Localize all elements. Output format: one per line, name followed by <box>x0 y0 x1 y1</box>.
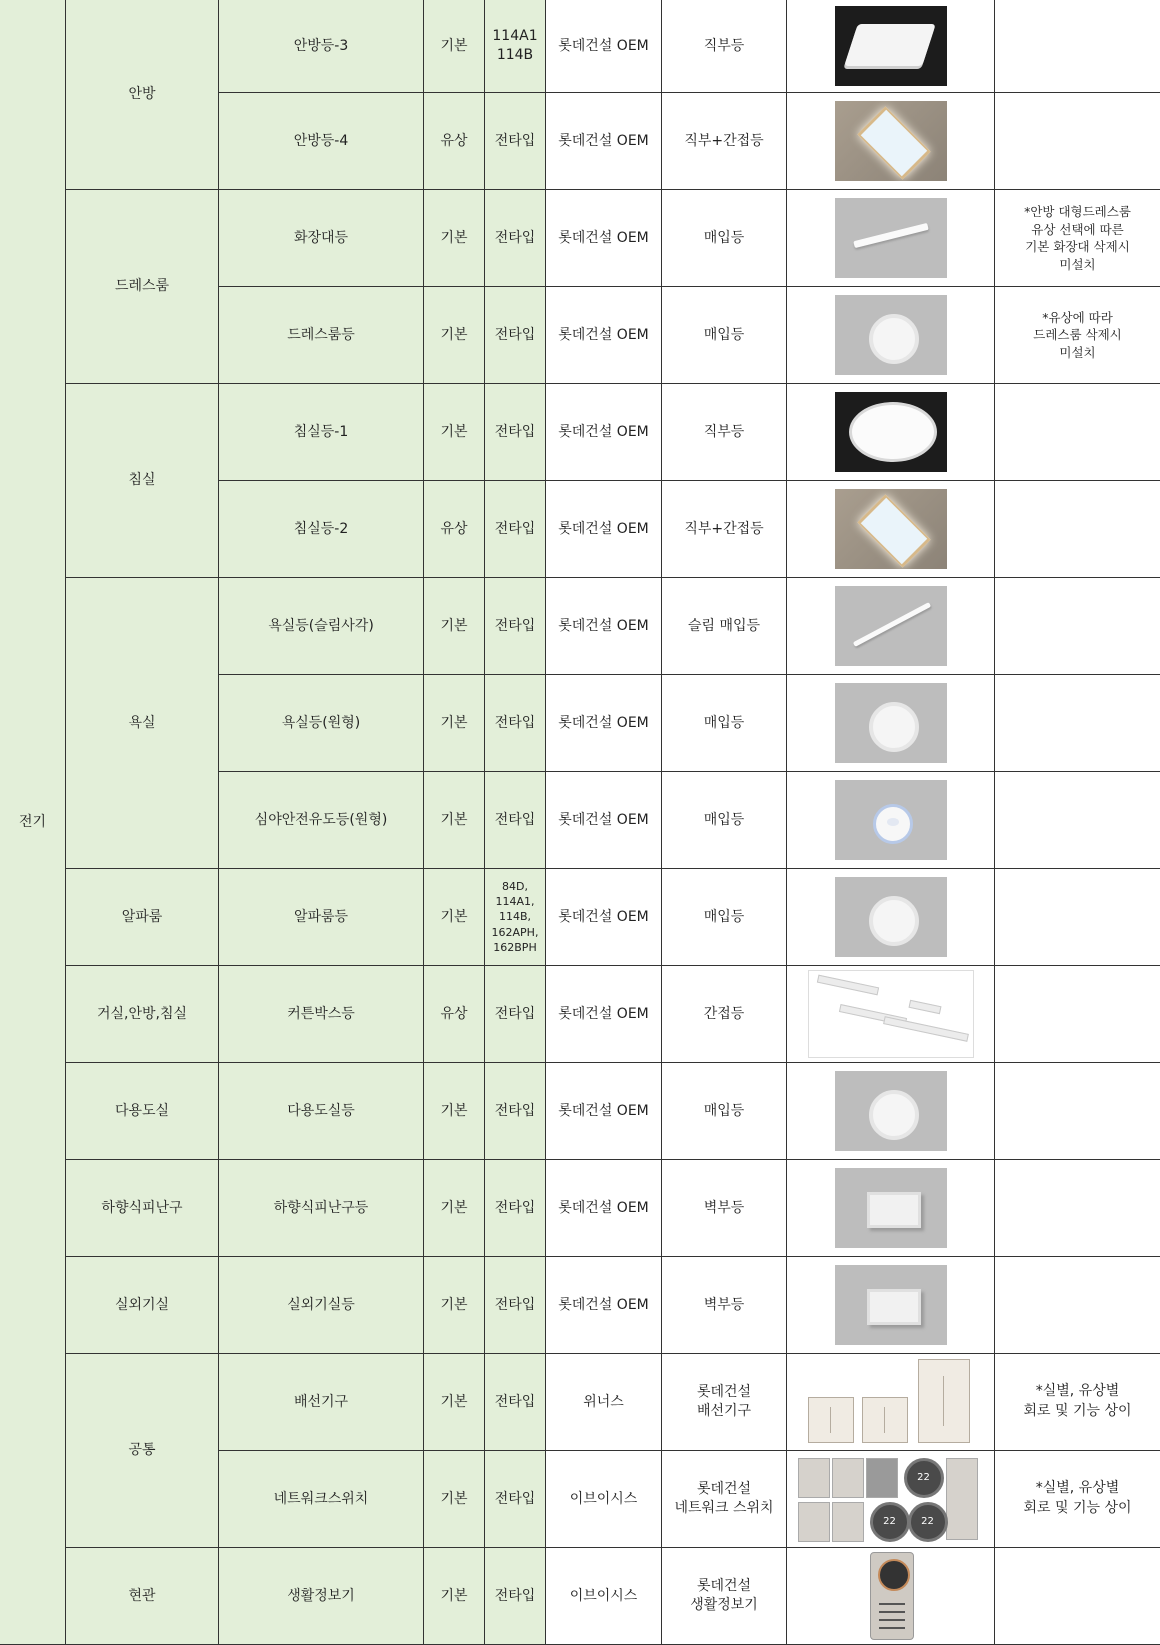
note-cell <box>995 966 1160 1063</box>
space-cell: 거실,안방,침실 <box>66 966 219 1063</box>
item-cell: 욕실등(슬림사각) <box>219 578 424 675</box>
spec-cell: 롯데건설 생활정보기 <box>662 1548 787 1645</box>
maker-cell: 롯데건설 OEM <box>546 0 662 93</box>
image-cell <box>787 190 995 287</box>
image-cell <box>787 966 995 1063</box>
wiring-switches-image <box>806 1357 976 1447</box>
space-cell: 드레스룸 <box>66 190 219 384</box>
type-cell: 전타입 <box>485 966 546 1063</box>
type-cell: 전타입 <box>485 287 546 384</box>
image-cell <box>787 772 995 869</box>
maker-cell: 롯데건설 OEM <box>546 1257 662 1354</box>
image-cell <box>787 384 995 481</box>
note-cell <box>995 93 1160 190</box>
supply-cell: 기본 <box>424 287 485 384</box>
note-cell: *실별, 유상별 회로 및 기능 상이 <box>995 1451 1160 1548</box>
maker-cell: 롯데건설 OEM <box>546 481 662 578</box>
maker-cell: 롯데건설 OEM <box>546 966 662 1063</box>
item-cell: 알파룸등 <box>219 869 424 966</box>
supply-cell: 기본 <box>424 1063 485 1160</box>
item-cell: 배선기구 <box>219 1354 424 1451</box>
guide-light-image <box>835 780 947 860</box>
type-cell: 전타입 <box>485 1257 546 1354</box>
item-cell: 안방등-3 <box>219 0 424 93</box>
spec-cell: 벽부등 <box>662 1160 787 1257</box>
table-row <box>0 190 1160 287</box>
maker-cell: 롯데건설 OEM <box>546 869 662 966</box>
note-cell: *실별, 유상별 회로 및 기능 상이 <box>995 1354 1160 1451</box>
spec-cell: 직부+간접등 <box>662 93 787 190</box>
type-cell: 전타입 <box>485 190 546 287</box>
image-cell <box>787 578 995 675</box>
maker-cell: 롯데건설 OEM <box>546 578 662 675</box>
type-cell: 전타입 <box>485 1354 546 1451</box>
round-downlight-image <box>835 295 947 375</box>
image-cell <box>787 1063 995 1160</box>
note-cell <box>995 1063 1160 1160</box>
image-cell <box>787 869 995 966</box>
note-cell <box>995 1548 1160 1645</box>
space-cell: 알파룸 <box>66 869 219 966</box>
table-row <box>0 578 1160 675</box>
round-downlight-image <box>835 1071 947 1151</box>
space-cell: 침실 <box>66 384 219 578</box>
network-switches-image <box>796 1456 986 1542</box>
spec-cell: 직부등 <box>662 0 787 93</box>
round-downlight-image <box>835 877 947 957</box>
spec-cell: 매입등 <box>662 772 787 869</box>
image-cell <box>787 675 995 772</box>
type-cell: 전타입 <box>485 578 546 675</box>
space-cell: 욕실 <box>66 578 219 869</box>
supply-cell: 유상 <box>424 966 485 1063</box>
item-cell: 실외기실등 <box>219 1257 424 1354</box>
table-row <box>0 1160 1160 1257</box>
spec-cell: 간접등 <box>662 966 787 1063</box>
curtain-box-light-image <box>808 970 974 1058</box>
spec-cell: 매입등 <box>662 287 787 384</box>
note-cell: *안방 대형드레스룸 유상 선택에 따른 기본 화장대 삭제시 미설치 <box>995 190 1160 287</box>
table-row <box>0 869 1160 966</box>
supply-cell: 기본 <box>424 1451 485 1548</box>
maker-cell: 롯데건설 OEM <box>546 1160 662 1257</box>
maker-cell: 롯데건설 OEM <box>546 190 662 287</box>
item-cell: 다용도실등 <box>219 1063 424 1160</box>
square-ceiling-light-image <box>835 489 947 569</box>
spec-cell: 매입등 <box>662 190 787 287</box>
supply-cell: 기본 <box>424 1354 485 1451</box>
table-row <box>0 1548 1160 1645</box>
type-cell: 전타입 <box>485 481 546 578</box>
life-info-panel-image <box>858 1550 924 1642</box>
table-row <box>0 0 1160 93</box>
image-cell <box>787 1160 995 1257</box>
rect-ceiling-light-image <box>835 6 947 86</box>
type-cell: 전타입 <box>485 1451 546 1548</box>
image-cell <box>787 481 995 578</box>
item-cell: 네트워크스위치 <box>219 1451 424 1548</box>
maker-cell: 롯데건설 OEM <box>546 1063 662 1160</box>
spec-cell: 매입등 <box>662 675 787 772</box>
maker-cell: 이브이시스 <box>546 1548 662 1645</box>
table-row <box>0 384 1160 481</box>
type-cell: 84D, 114A1, 114B, 162APH, 162BPH <box>485 869 546 966</box>
supply-cell: 기본 <box>424 1160 485 1257</box>
spec-cell: 롯데건설 배선기구 <box>662 1354 787 1451</box>
thermostat-display: 22 <box>908 1502 948 1542</box>
table-row <box>0 1354 1160 1451</box>
note-cell <box>995 1160 1160 1257</box>
space-cell: 현관 <box>66 1548 219 1645</box>
space-cell: 하향식피난구 <box>66 1160 219 1257</box>
type-cell: 전타입 <box>485 1160 546 1257</box>
note-cell <box>995 384 1160 481</box>
linear-light-image <box>835 198 947 278</box>
spec-cell: 매입등 <box>662 869 787 966</box>
supply-cell: 유상 <box>424 481 485 578</box>
table-row <box>0 1063 1160 1160</box>
category-cell: 전기 <box>0 0 66 1645</box>
maker-cell: 이브이시스 <box>546 1451 662 1548</box>
note-cell <box>995 772 1160 869</box>
note-cell <box>995 481 1160 578</box>
spec-cell: 매입등 <box>662 1063 787 1160</box>
item-cell: 심야안전유도등(원형) <box>219 772 424 869</box>
supply-cell: 기본 <box>424 1257 485 1354</box>
thermostat-display: 22 <box>904 1458 944 1498</box>
image-cell <box>787 287 995 384</box>
note-cell <box>995 869 1160 966</box>
item-cell: 화장대등 <box>219 190 424 287</box>
supply-cell: 기본 <box>424 578 485 675</box>
maker-cell: 롯데건설 OEM <box>546 287 662 384</box>
spec-cell: 슬림 매입등 <box>662 578 787 675</box>
item-cell: 커튼박스등 <box>219 966 424 1063</box>
item-cell: 안방등-4 <box>219 93 424 190</box>
note-cell <box>995 0 1160 93</box>
supply-cell: 기본 <box>424 190 485 287</box>
item-cell: 하향식피난구등 <box>219 1160 424 1257</box>
maker-cell: 롯데건설 OEM <box>546 675 662 772</box>
image-cell <box>787 0 995 93</box>
round-ceiling-light-image <box>835 392 947 472</box>
type-cell: 전타입 <box>485 93 546 190</box>
slim-linear-light-image <box>835 586 947 666</box>
note-cell <box>995 578 1160 675</box>
supply-cell: 기본 <box>424 772 485 869</box>
item-cell: 욕실등(원형) <box>219 675 424 772</box>
image-cell <box>787 1354 995 1451</box>
type-cell: 전타입 <box>485 1548 546 1645</box>
type-cell: 전타입 <box>485 1063 546 1160</box>
space-cell: 다용도실 <box>66 1063 219 1160</box>
type-cell: 전타입 <box>485 384 546 481</box>
maker-cell: 롯데건설 OEM <box>546 384 662 481</box>
space-cell: 안방 <box>66 0 219 190</box>
supply-cell: 기본 <box>424 675 485 772</box>
spec-cell: 직부+간접등 <box>662 481 787 578</box>
image-cell <box>787 1451 995 1548</box>
item-cell: 생활정보기 <box>219 1548 424 1645</box>
maker-cell: 롯데건설 OEM <box>546 93 662 190</box>
table-row <box>0 966 1160 1063</box>
space-cell: 실외기실 <box>66 1257 219 1354</box>
wall-light-image <box>835 1168 947 1248</box>
image-cell <box>787 1257 995 1354</box>
square-ceiling-light-image <box>835 101 947 181</box>
image-cell <box>787 93 995 190</box>
round-downlight-image <box>835 683 947 763</box>
spec-cell: 직부등 <box>662 384 787 481</box>
space-cell: 공통 <box>66 1354 219 1548</box>
note-cell: *유상에 따라 드레스룸 삭제시 미설치 <box>995 287 1160 384</box>
supply-cell: 기본 <box>424 384 485 481</box>
note-cell <box>995 1257 1160 1354</box>
spec-cell: 벽부등 <box>662 1257 787 1354</box>
type-cell: 전타입 <box>485 772 546 869</box>
spec-cell: 롯데건설 네트워크 스위치 <box>662 1451 787 1548</box>
supply-cell: 유상 <box>424 93 485 190</box>
supply-cell: 기본 <box>424 1548 485 1645</box>
maker-cell: 위너스 <box>546 1354 662 1451</box>
maker-cell: 롯데건설 OEM <box>546 772 662 869</box>
image-cell <box>787 1548 995 1645</box>
item-cell: 침실등-2 <box>219 481 424 578</box>
note-cell <box>995 675 1160 772</box>
item-cell: 침실등-1 <box>219 384 424 481</box>
item-cell: 드레스룸등 <box>219 287 424 384</box>
thermostat-display: 22 <box>870 1502 910 1542</box>
type-cell: 전타입 <box>485 675 546 772</box>
table-row <box>0 1257 1160 1354</box>
supply-cell: 기본 <box>424 0 485 93</box>
type-cell: 114A1 114B <box>485 0 546 93</box>
supply-cell: 기본 <box>424 869 485 966</box>
wall-light-image <box>835 1265 947 1345</box>
